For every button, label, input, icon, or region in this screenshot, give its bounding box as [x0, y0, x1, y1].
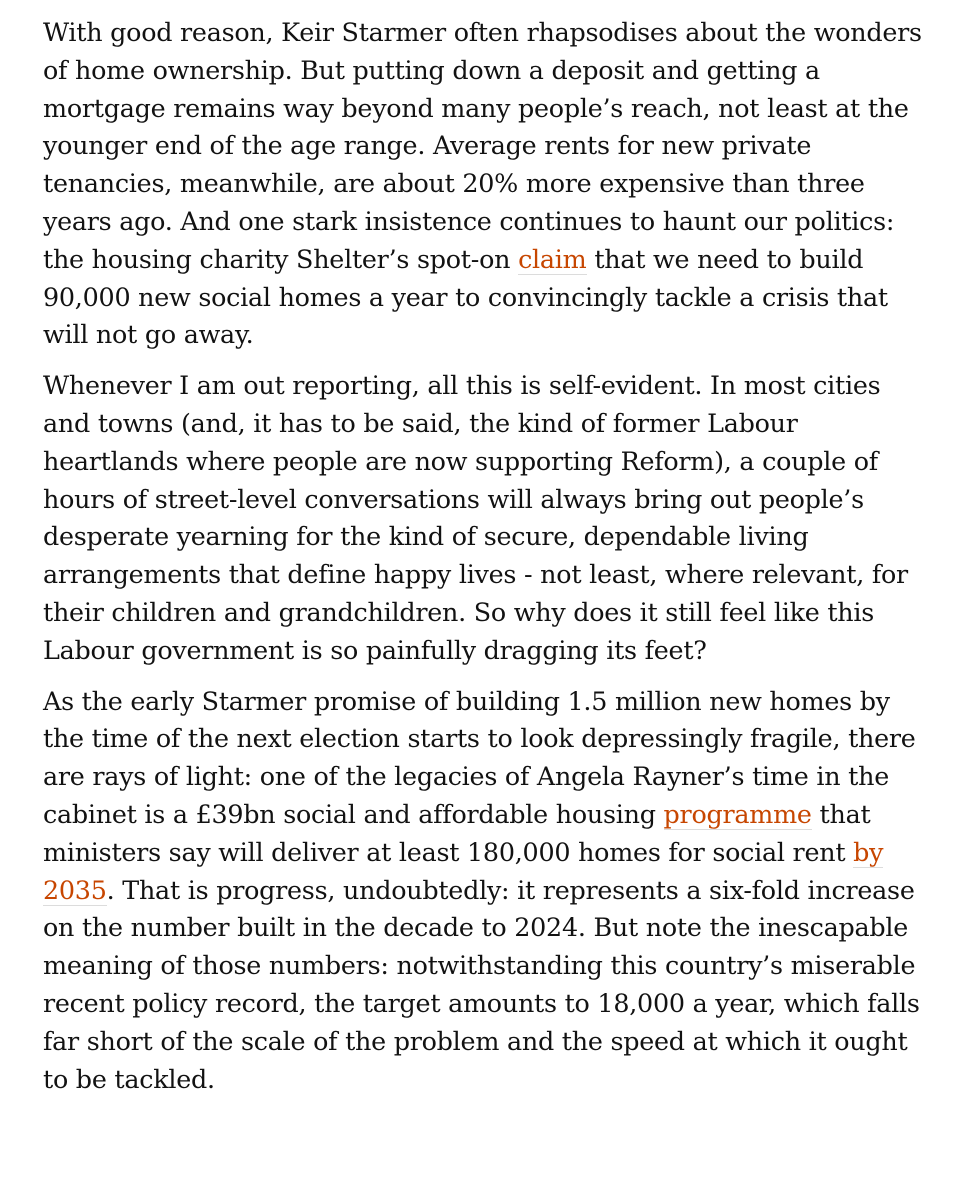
paragraph-3-text-c: . That is progress, undoubtedly: it represents a six-fold increase on the number built in the decade to 2024. But note the inescapable meaning of those numbers: notwithstanding this country’s miserable recent policy record, the target amounts to 18,000 a year, which falls far short of the scale of the problem and the speed at which it ought to be tackled. — [43, 874, 920, 1094]
paragraph-3-text-b: that ministers say will deliver at least 180,000 homes for social rent — [43, 798, 871, 867]
paragraph-2-text: Whenever I am out reporting, all this is self-evident. In most cities and towns (and, it has to be said, the kind of former Labour heartlands where people are now supporting Reform), a couple of hours of street-level conversations will always bring out people’s desperate yearning for the kind of secure, dependable living arrangements that define happy lives - not least, where relevant, for their children and grandchildren. So why does it still feel like this Labour government is so painfully dragging its feet? — [43, 370, 908, 665]
paragraph-1 — [43, 14, 923, 354]
claim-link[interactable]: claim — [518, 243, 587, 274]
programme-link[interactable]: programme — [663, 798, 812, 829]
paragraph-3-text-a: As the early Starmer promise of building 1.5 million new homes by the time of the next election starts to look depressingly fragile, there are rays of light: one of the legacies of Angela Rayner’s time in the cabinet is a £39bn social and affordable housing — [43, 685, 916, 829]
paragraph-3 — [43, 683, 923, 1099]
by-2035-link[interactable]: by 2035 — [43, 836, 884, 905]
paragraph-1-text-a: With good reason, Keir Starmer often rhapsodises about the wonders of home ownership. But putting down a deposit and getting a mortgage remains way beyond many people’s reach, not least at the younger end of the age range. Average rents for new private tenancies, meanwhile, are about 20% more expensive than three years ago. And one stark insistence continues to haunt our politics: the housing charity Shelter’s spot-on — [43, 17, 922, 274]
paragraph-2 — [43, 367, 923, 669]
paragraph-1-text-b: that we need to build 90,000 new social homes a year to convincingly tackle a crisis that will not go away. — [43, 243, 888, 350]
